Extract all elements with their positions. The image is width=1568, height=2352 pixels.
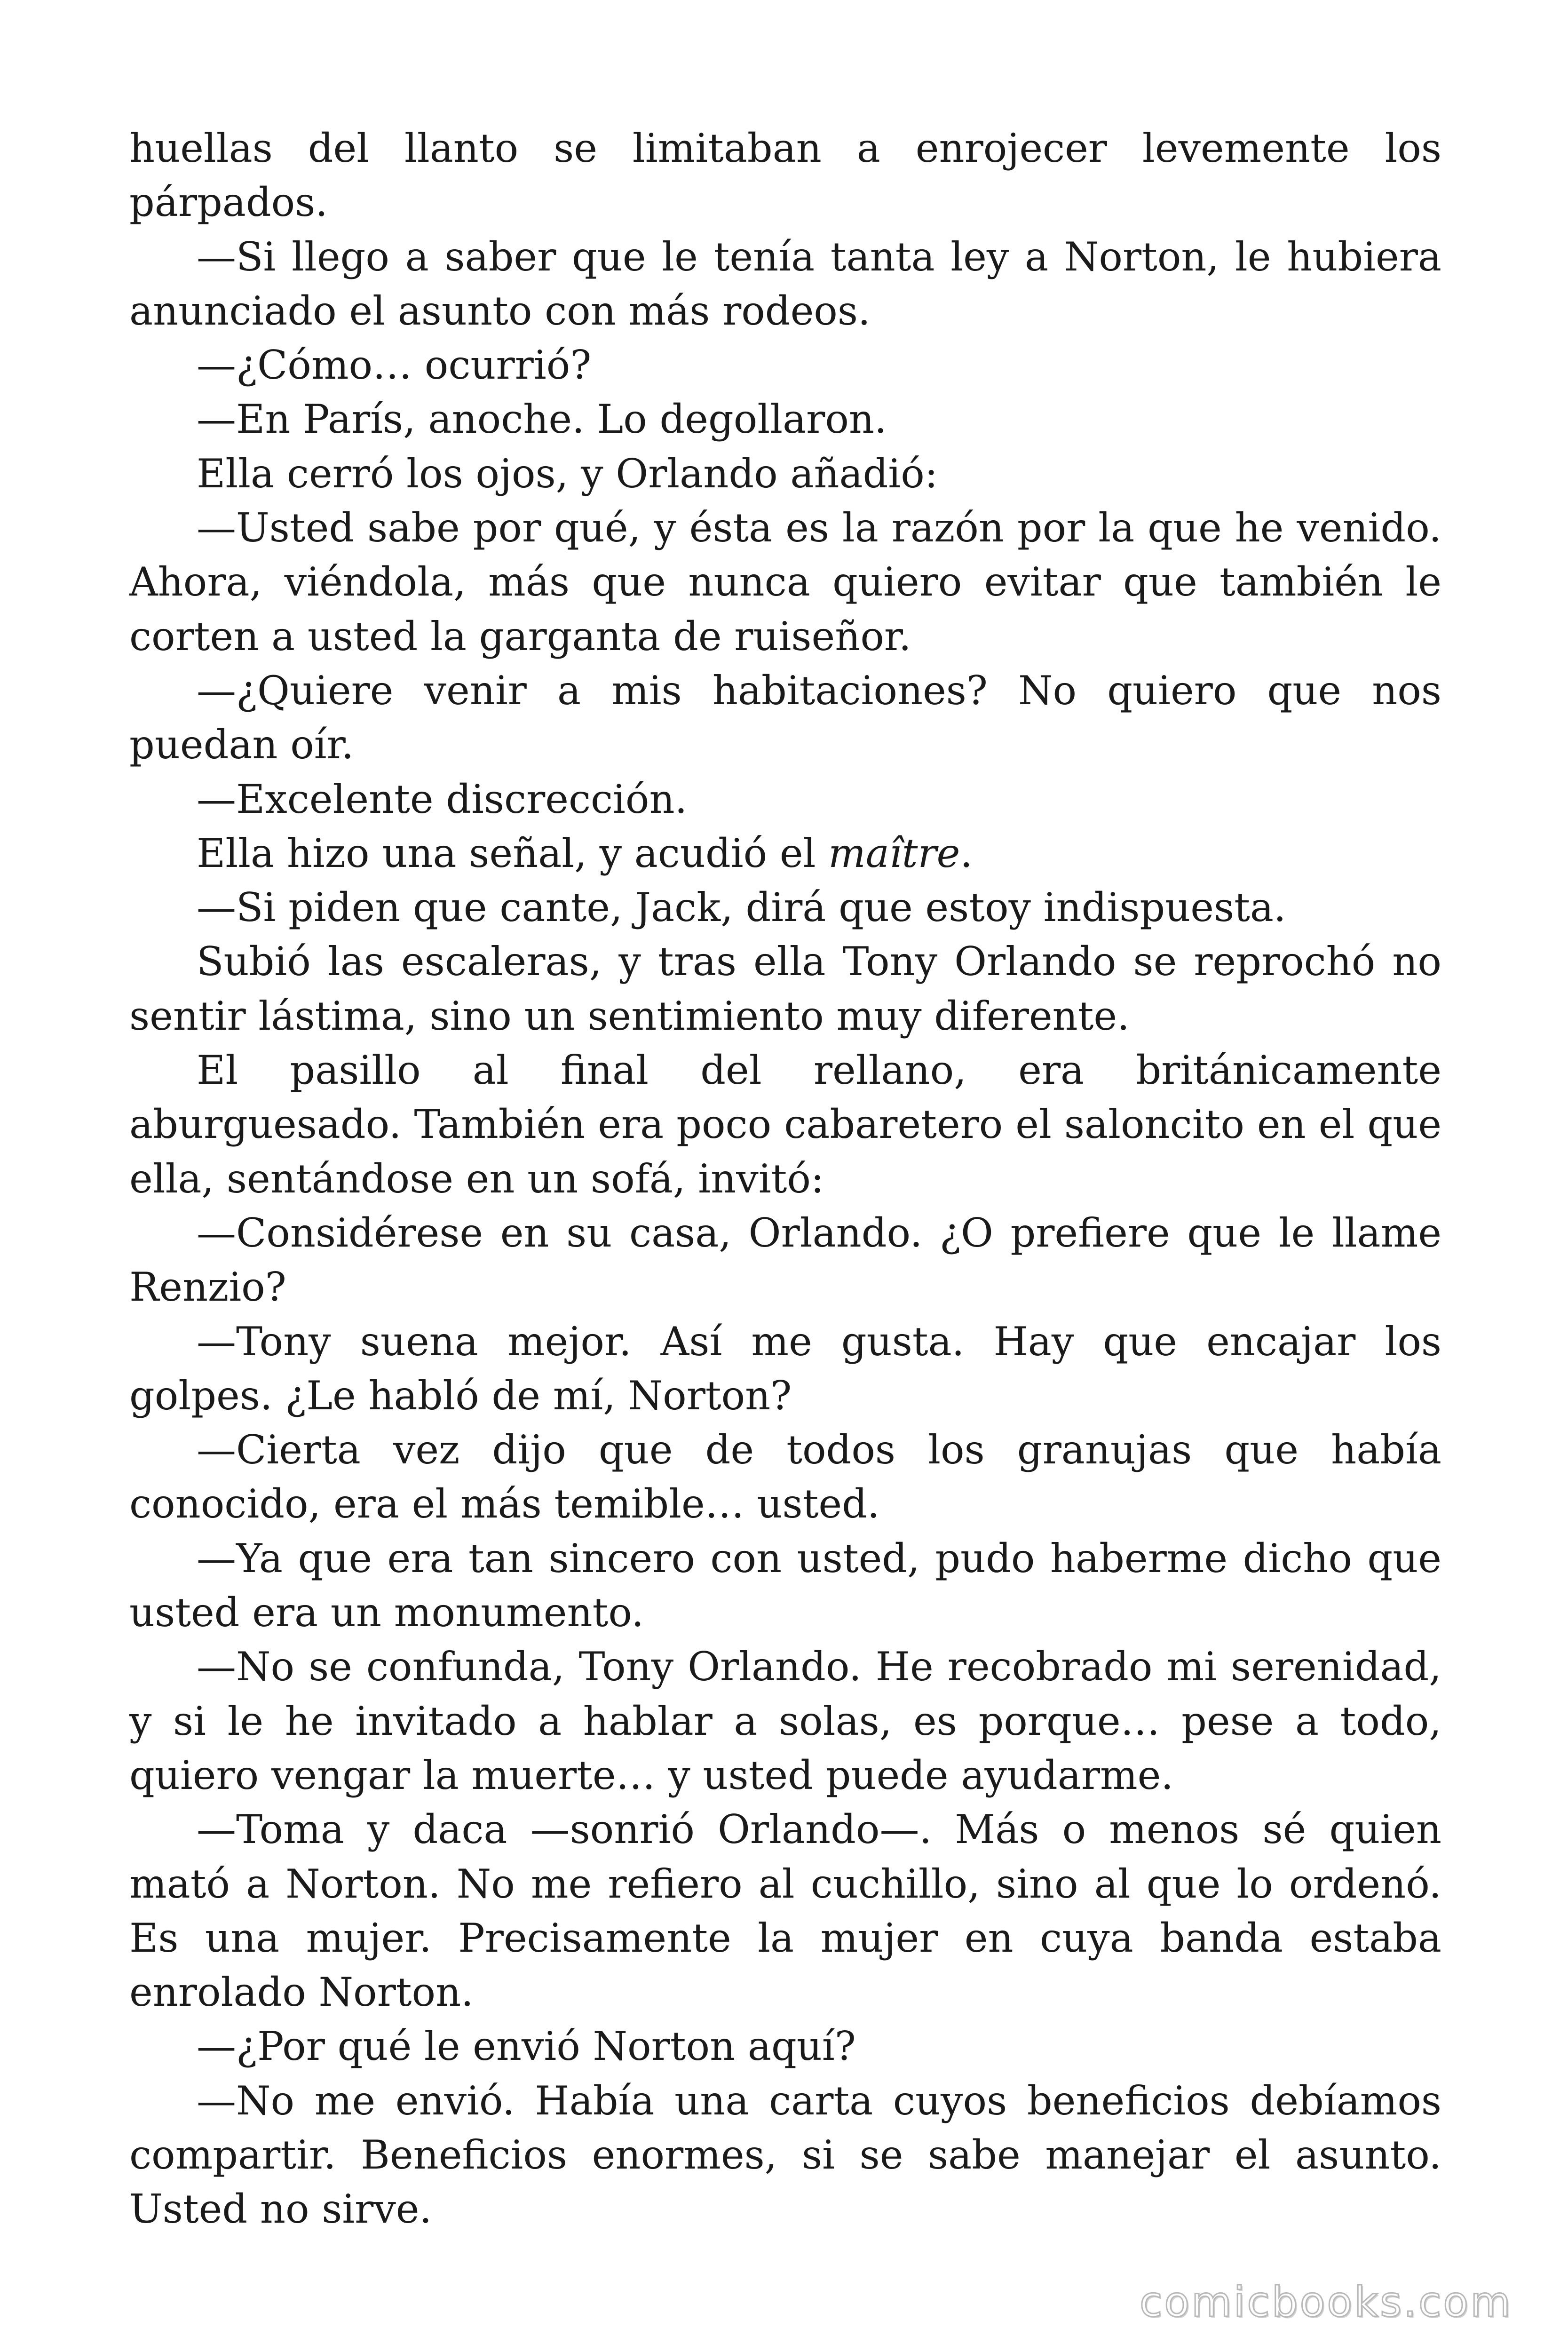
watermark-text: comicbooks.com [1139,2278,1513,2326]
paragraph-1 [129,230,1441,339]
paragraph-9-text: —Si piden que cante, Jack, dirá que estoy indispuesta. [197,884,1286,931]
paragraph-11 [129,1043,1441,1206]
paragraph-15 [129,1532,1441,1640]
paragraph-6-text: —¿Quiere venir a mis habitaciones? No quiero que nos puedan oír. [129,667,1441,768]
paragraph-18-text: —¿Por qué le envió Norton aquí? [197,2023,856,2070]
paragraph-12-text: —Considérese en su casa, Orlando. ¿O prefiere que le llame Renzio? [129,1209,1441,1311]
paragraph-2 [129,338,1441,392]
body-text [129,121,1441,2237]
paragraph-8-text-italic: maître [828,830,960,876]
paragraph-3-text: —En París, anoche. Lo degollaron. [197,396,887,443]
paragraph-8-text-b: . [960,830,973,876]
paragraph-14-text: —Cierta vez dijo que de todos los granujas que había conocido, era el más temible… usted. [129,1427,1441,1527]
paragraph-19-text: —No me envió. Había una carta cuyos beneficios debíamos compartir. Beneficios enormes, si se sabe manejar el asunto. Usted no sirve. [129,2077,1441,2233]
paragraph-8-text-a: Ella hizo una señal, y acudió el [197,830,829,876]
paragraph-13-text: —Tony suena mejor. Así me gusta. Hay que encajar los golpes. ¿Le habló de mí, Norton? [129,1318,1441,1419]
paragraph-0-text: huellas del llanto se limitaban a enrojecer levemente los párpados. [129,125,1441,226]
paragraph-13 [129,1315,1441,1423]
paragraph-8 [129,826,1441,881]
paragraph-18 [129,2019,1441,2074]
paragraph-9 [129,881,1441,935]
paragraph-10 [129,935,1441,1043]
paragraph-1-text: —Si llego a saber que le tenía tanta ley a Norton, le hubiera anunciado el asunto con más rodeos. [129,233,1441,334]
paragraph-17-text: —Toma y daca —sonrió Orlando—. Más o menos sé quien mató a Norton. No me refiero al cuchillo, sino al que lo ordenó. Es una mujer. Precisamente la mujer en cuya banda estaba enrolado Norton. [129,1806,1441,2016]
paragraph-19 [129,2074,1441,2237]
paragraph-12 [129,1206,1441,1315]
paragraph-16-text: —No se confunda, Tony Orlando. He recobrado mi serenidad, y si le he invitado a hablar a solas, es porque… pese a todo, quiero vengar la muerte… y usted puede ayudarme. [129,1644,1441,1798]
paragraph-5-text: —Usted sabe por qué, y ésta es la razón por la que he venido. Ahora, viéndola, más que nunca quiero evitar que también le corten a usted la garganta de ruiseñor. [129,505,1441,660]
paragraph-10-text: Subió las escaleras, y tras ella Tony Orlando se reprochó no sentir lástima, sino un sentimiento muy diferente. [129,938,1441,1039]
paragraph-4 [129,447,1441,501]
paragraph-3 [129,392,1441,446]
paragraph-2-text: —¿Cómo… ocurrió? [197,342,592,389]
paragraph-0 [129,121,1441,230]
paragraph-16 [129,1640,1441,1803]
paragraph-5 [129,501,1441,664]
paragraph-7 [129,772,1441,826]
paragraph-17 [129,1803,1441,2019]
paragraph-6 [129,664,1441,772]
paragraph-7-text: —Excelente discrección. [197,776,688,822]
paragraph-15-text: —Ya que era tan sincero con usted, pudo haberme dicho que usted era un monumento. [129,1535,1441,1636]
paragraph-14 [129,1423,1441,1532]
paragraph-11-text: El pasillo al final del rellano, era británicamente aburguesado. También era poco cabaretero el saloncito en el que ella, sentándose en un sofá, invitó: [129,1047,1441,1202]
paragraph-4-text: Ella cerró los ojos, y Orlando añadió: [197,450,938,497]
